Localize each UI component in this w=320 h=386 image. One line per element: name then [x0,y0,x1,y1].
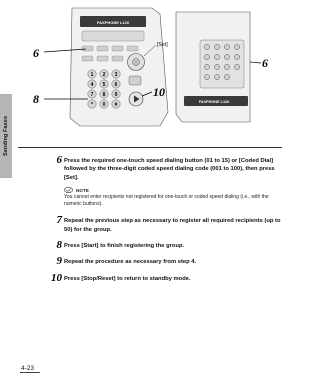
callout-step-6: 6 [33,46,39,60]
step-8 [44,239,282,252]
keypad-key: # [114,101,118,108]
stop-reset-button [129,76,141,85]
step-text: Repeat the previous step as necessary to register all required recipients (up to 50) for the group. [64,218,281,233]
step-text: Press [Start] to finish registering the group. [64,243,185,250]
callout-step-10: 10 [153,85,165,99]
keypad-key: 9 [114,91,118,98]
section-divider [18,147,282,148]
step-9 [44,255,282,268]
keypad-key: 3 [114,71,118,78]
page-number-rule [20,372,40,373]
step-number: 8 [56,239,62,252]
page-number: 4-23 [21,365,35,372]
panel-label: FAXPHONE L120 [96,20,130,25]
keypad-key: 0 [102,101,106,108]
keypad-key: 2 [102,71,106,78]
step-number: 9 [56,255,62,268]
note-label: NOTE [76,187,89,193]
instructions [44,154,282,291]
note-block [44,187,282,208]
keypad-key: * [91,101,93,108]
step-number: 10 [51,271,62,284]
step-text: Press the required one-touch speed dialing button (01 to 15) or [Coded Dial] followed by the three-digit coded speed dialing code (001 to 100), then press [Set]. [64,158,275,181]
step-number: 7 [56,214,62,227]
callout-step-8: 8 [33,92,39,106]
step-10 [44,271,282,284]
keypad-key: 8 [102,91,106,98]
set-label: [Set] [157,42,168,48]
keypad-key: 4 [90,81,94,88]
device-main-body [70,8,168,126]
closeup-panel-label: FAXPHONE L120 [198,100,230,104]
note-icon [64,187,73,193]
step-text: Repeat the procedure as necessary from step 4. [64,259,197,266]
callout-step-6-right: 6 [262,56,268,70]
keypad-key: 6 [114,81,118,88]
lcd-display [82,31,144,41]
callout-line-6-right [250,62,261,63]
section-tab-label: Sending Faxes [3,115,9,157]
note-text: You cannot enter recipients not registered for one-touch or coded speed dialing (i.e., with the numeric buttons). [64,194,269,208]
step-7 [44,214,282,234]
step-text: Press [Stop/Reset] to return to standby mode. [64,275,191,282]
step-6 [44,154,282,182]
keypad-key: 7 [90,91,94,98]
step-number: 6 [56,154,62,166]
fax-panel-illustration [0,0,300,150]
keypad-key: 5 [102,81,106,88]
keypad-key: 1 [90,71,94,78]
one-touch-panel-closeup [176,12,250,122]
